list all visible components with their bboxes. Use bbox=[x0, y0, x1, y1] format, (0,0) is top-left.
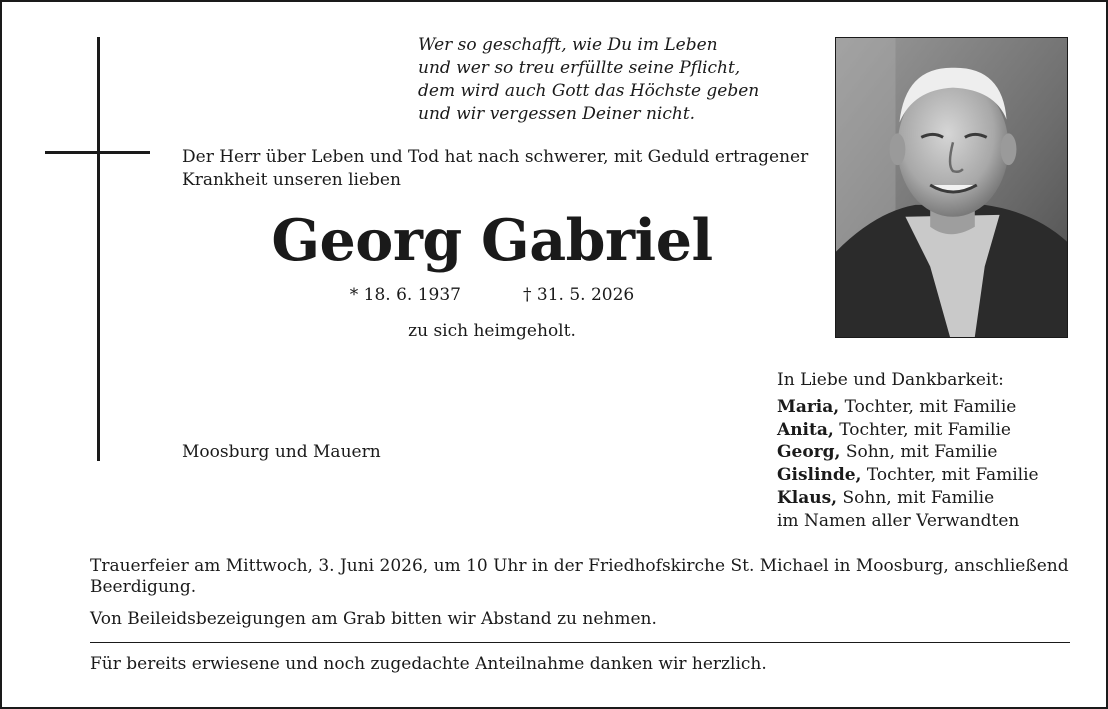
portrait-photo-icon bbox=[836, 38, 1067, 337]
mourner-entry bbox=[777, 441, 1097, 464]
condolence-request: Von Beileidsbezeigungen am Grab bitten wir Abstand zu nehmen. bbox=[90, 609, 657, 629]
location-text: Moosburg und Mauern bbox=[182, 442, 381, 462]
mourner-relation: Tochter, mit Familie bbox=[839, 396, 1017, 417]
intro-text: Der Herr über Leben und Tod hat nach schwerer, mit Geduld ertragener Krankheit unseren lieben bbox=[182, 147, 809, 190]
mourner-relation: Sohn, mit Familie bbox=[840, 442, 998, 463]
mourners-closing: im Namen aller Verwandten bbox=[777, 510, 1020, 531]
cross-horizontal-bar bbox=[45, 151, 150, 154]
mourner-relation: Tochter, mit Familie bbox=[833, 419, 1011, 440]
deceased-name: Georg Gabriel bbox=[271, 207, 713, 274]
poem-line: Wer so geschafft, wie Du im Leben bbox=[418, 35, 718, 55]
mourner-entry bbox=[777, 464, 1097, 487]
mourner-name: Georg, bbox=[777, 442, 841, 463]
birth-date: * 18. 6. 1937 bbox=[349, 285, 461, 305]
mourner-relation: Sohn, mit Familie bbox=[837, 487, 995, 508]
poem-line: und wer so treu erfüllte seine Pflicht, bbox=[418, 58, 741, 78]
death-date: † 31. 5. 2026 bbox=[523, 285, 635, 305]
mourner-entry bbox=[777, 396, 1097, 419]
mourner-name: Klaus, bbox=[777, 487, 838, 508]
thanks-text: Für bereits erwiesene und noch zugedachte Anteilnahme danken wir herzlich. bbox=[90, 654, 767, 674]
mourner-entry bbox=[777, 419, 1097, 442]
poem-line: und wir vergessen Deiner nicht. bbox=[418, 104, 696, 124]
mourners-heading: In Liebe und Dankbarkeit: bbox=[777, 370, 1004, 390]
cross-vertical-bar bbox=[97, 37, 100, 461]
mourner-entry bbox=[777, 487, 1097, 510]
funeral-details: Trauerfeier am Mittwoch, 3. Juni 2026, um 10 Uhr in der Friedhofskirche St. Michael in Moosburg, anschließend Beerdigung. bbox=[90, 556, 1069, 597]
memorial-poem bbox=[418, 34, 818, 126]
mourner-name: Anita, bbox=[777, 419, 834, 440]
mourner-name: Maria, bbox=[777, 396, 840, 417]
mourner-relation: Tochter, mit Familie bbox=[861, 465, 1039, 486]
mourner-name: Gislinde, bbox=[777, 465, 862, 486]
life-dates bbox=[182, 284, 802, 307]
divider-line bbox=[90, 642, 1070, 643]
portrait-photo bbox=[835, 37, 1068, 338]
poem-line: dem wird auch Gott das Höchste geben bbox=[418, 81, 760, 101]
mourners-block bbox=[777, 369, 1097, 533]
homecoming-text: zu sich heimgeholt. bbox=[408, 321, 576, 341]
